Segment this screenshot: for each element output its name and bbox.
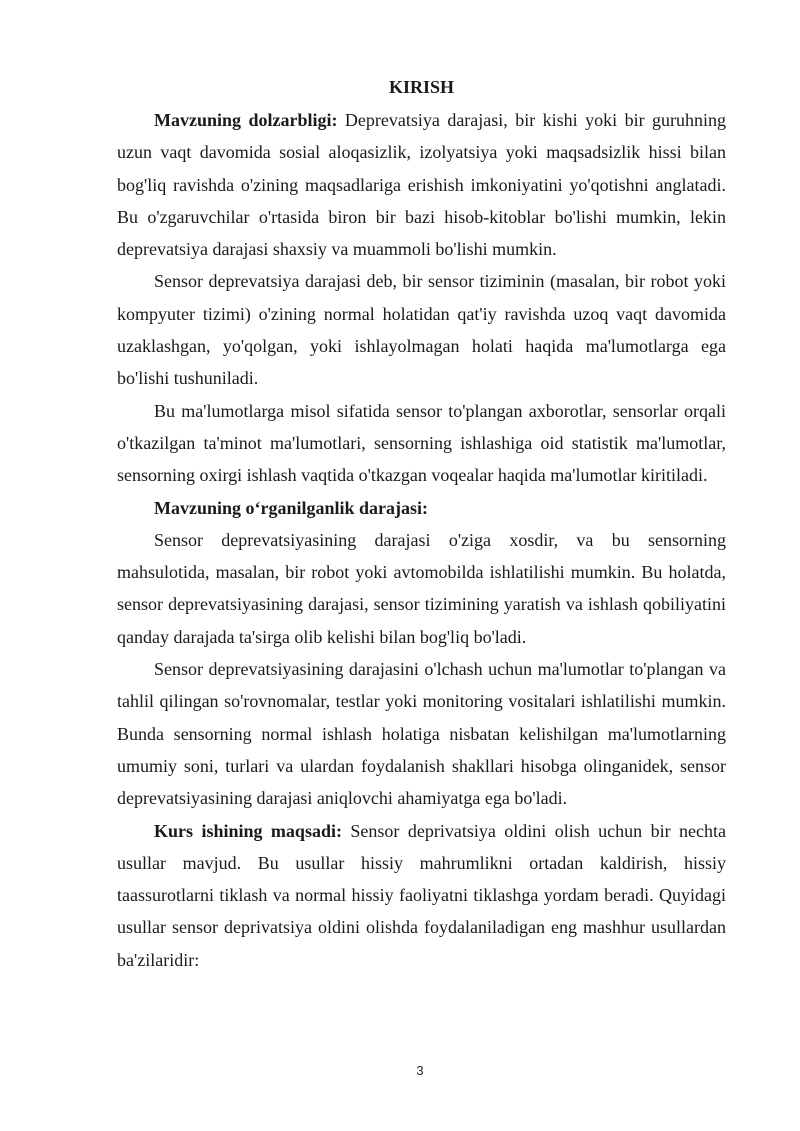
page-content (117, 74, 726, 976)
heading-study-level: Mavzuning o‘rganilganlik darajasi: (154, 497, 429, 518)
heading-course-goal: Kurs ishining maqsadi: (154, 820, 342, 841)
paragraph-course-goal (117, 815, 726, 976)
paragraph-study-level-2: Sensor deprevatsiyasining darajasini o'lchash uchun ma'lumotlar to'plangan va tahlil qilingan so'rovnomalar, testlar yoki monitoring vositalari ishlatilishi mumkin. Bunda sensorning normal ishlash holatiga nisbatan kelishilgan ma'lumotlarning umumiy soni, turlari va ulardan foydalanish shakllari hisobga olinganidek, sensor deprevatsiyasining darajasi aniqlovchi ahamiyatga ega bo'ladi. (117, 659, 726, 809)
paragraph-examples: Bu ma'lumotlarga misol sifatida sensor to'plangan axborotlar, sensorlar orqali o'tkazilgan ta'minot ma'lumotlari, sensorning ishlashiga oid statistik ma'lumotlar, sensorning oxirgi ishlash vaqtida o'tkazgan voqealar haqida ma'lumotlar kiritiladi. (117, 400, 726, 486)
paragraph-relevance (117, 104, 726, 265)
page-title: KIRISH (388, 77, 455, 97)
page-number: 3 (416, 1063, 424, 1078)
heading-relevance: Mavzuning dolzarbligi: (154, 110, 338, 130)
paragraph-course-goal-text: Sensor deprivatsiya oldini olish uchun bir nechta usullar mavjud. Bu usullar hissiy mahrumlikni ortadan kaldirish, hissiy taassurotlarni tiklash va normal hissiy faoliyatni tiklashga yordam beradi. Quyidagi usullar sensor deprivatsiya oldini olishda foydalaniladigan eng mashhur usullardan ba'zilaridir: (117, 820, 726, 970)
paragraph-study-level-1: Sensor deprevatsiyasining darajasi o'ziga xosdir, va bu sensorning mahsulotida, masalan, bir robot yoki avtomobilda ishlatilishi mumkin. Bu holatda, sensor deprevatsiyasining darajasi, sensor tizimining yaratish va ishlash qobiliyatini qanday darajada ta'sirga olib kelishi bilan bog'liq bo'ladi. (117, 529, 726, 647)
paragraph-sensor-deprivation-definition: Sensor deprevatsiya darajasi deb, bir sensor tiziminin (masalan, bir robot yoki kompyuter tizimi) o'zining normal holatidan qat'iy ravishda uzoq vaqt davomida uzaklashgan, yo'qolgan, yoki ishlayolmagan holati haqida ma'lumotlarga ega bo'lishi tushuniladi. (117, 271, 726, 389)
paragraph-relevance-text: Deprevatsiya darajasi, bir kishi yoki bir guruhning uzun vaqt davomida sosial aloqasizlik, izolyatsiya yoki maqsadsizlik hissi bilan bog'liq ravishda o'zining maqsadlariga erishish imkoniyatini yo'qotishni anglatadi. Bu o'zgaruvchilar o'rtasida biron bir bazi hisob-kitoblar bo'lishi mumkin, lekin deprevatsiya darajasi shaxsiy va muammoli bo'lishi mumkin. (117, 110, 727, 260)
